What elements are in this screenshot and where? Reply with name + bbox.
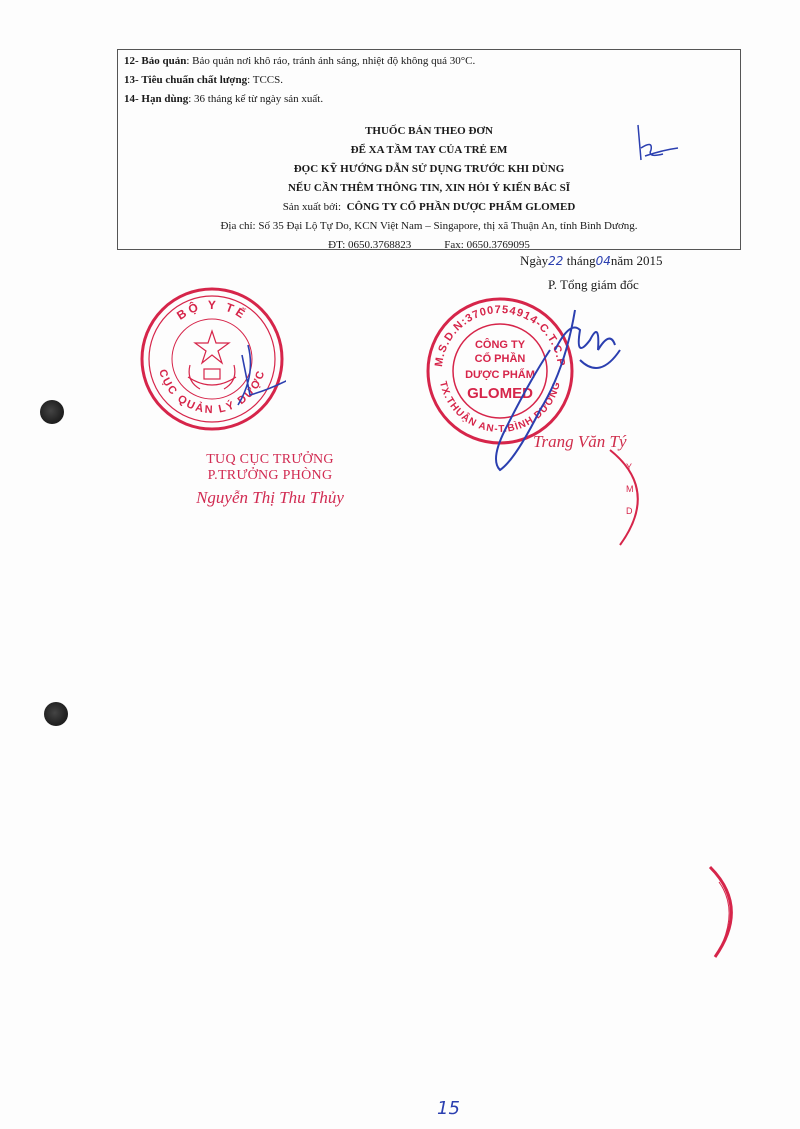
warning-prescription: THUỐC BÁN THEO ĐƠN	[365, 125, 493, 137]
left-signature-title-2: P.TRƯỞNG PHÒNG	[207, 468, 333, 483]
company-stamp-line-2: CỔ PHẦN	[474, 353, 526, 365]
punch-hole-bottom	[44, 702, 68, 726]
company-stamp-line-1: CÔNG TY	[474, 339, 526, 351]
company-stamp-ring-bottom: TX.THUẬN AN-T.BÌNH DƯƠNG	[436, 380, 564, 436]
left-signature-block	[170, 452, 370, 508]
date-month: 04	[595, 254, 611, 268]
item-expiry: 14- Hạn dùng: 36 tháng kể từ ngày sản xuất.	[124, 93, 324, 105]
company-stamp-line-4: GLOMED	[467, 385, 533, 402]
ministry-stamp	[138, 285, 286, 433]
date-line: Ngày22 tháng04năm 2015	[520, 253, 663, 268]
manufacturer-line: Sản xuất bởi: CÔNG TY CỔ PHẦN DƯỢC PHẨM GLOMED	[282, 201, 576, 213]
date-day: 22	[548, 254, 564, 268]
signer-role: P. Tổng giám đốc	[548, 277, 639, 292]
ministry-stamp-bottom-text: CỤC QUẢN LÝ DƯỢC	[156, 367, 268, 417]
warning-read-instructions: ĐỌC KỸ HƯỚNG DẪN SỬ DỤNG TRƯỚC KHI DÙNG	[293, 163, 565, 175]
item-storage: 12- Bảo quản: Bảo quản nơi khô ráo, tránh ánh sáng, nhiệt độ không quá 30°C.	[124, 55, 476, 67]
left-signature-title-1: TUQ CỤC TRƯỞNG	[206, 452, 334, 467]
punch-hole-top	[40, 400, 64, 424]
manufacturer-contact: ĐT: 0650.3768823 Fax: 0650.3769095	[328, 239, 530, 251]
company-stamp-ring-text: M.S.D.N:3700754914-C.T.C.P	[433, 303, 567, 368]
item-quality-standard: 13- Tiêu chuẩn chất lượng: TCCS.	[124, 74, 284, 86]
svg-text:D: D	[626, 506, 633, 516]
left-signature-name: Nguyễn Thị Thu Thủy	[196, 488, 344, 507]
national-emblem-icon	[188, 331, 236, 389]
partial-stamp-right	[600, 440, 670, 550]
svg-text:Y: Y	[626, 462, 633, 472]
warning-children: ĐỂ XA TẦM TAY CỦA TRẺ EM	[350, 144, 508, 156]
warning-ask-doctor: NẾU CẦN THÊM THÔNG TIN, XIN HỎI Ý KIẾN BÁC SĨ	[287, 182, 571, 194]
product-info-box	[117, 49, 741, 250]
initials-mark	[623, 120, 683, 170]
page-number: 15	[437, 1098, 460, 1119]
svg-text:M: M	[626, 484, 634, 494]
ministry-stamp-top-text: BỘ Y TẾ	[174, 297, 250, 323]
company-stamp-line-3: DƯỢC PHẨM	[465, 369, 535, 381]
right-signer-name: Trang Văn Tý	[533, 432, 627, 451]
edge-stamp-fragment	[705, 862, 755, 962]
manufacturer-address: Địa chỉ: Số 35 Đại Lộ Tự Do, KCN Việt Nam – Singapore, thị xã Thuận An, tỉnh Bình Dương.	[220, 220, 638, 232]
